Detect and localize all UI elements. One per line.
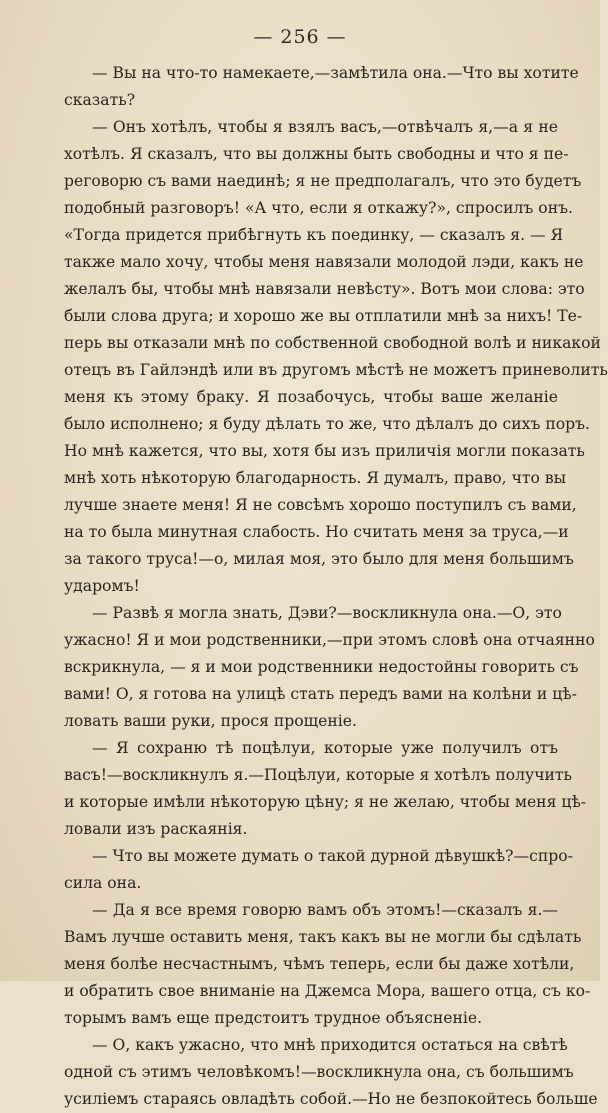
text-line: — О, какъ ужасно, что мнѣ приходится остаться на свѣтѣ (92, 1036, 568, 1054)
text-line: хотѣлъ. Я сказалъ, что вы должны быть свободны и что я пе- (64, 145, 569, 163)
text-line: ужасно! Я и мои родственники,—при этомъ словѣ она отчаянно (64, 631, 595, 649)
text-line: васъ!—воскликнулъ я.—Поцѣлуи, которые я хотѣлъ получить (64, 766, 573, 784)
text-line: и которые имѣли нѣкоторую цѣну; я не желаю, чтобы меня цѣ- (64, 793, 587, 811)
text-line: усиліемъ стараясь овладѣть собой.—Но не безпокойтесь больше (64, 1090, 598, 1108)
text-line: лучше знаете меня! Я не совсѣмъ хорошо поступилъ съ вами, (64, 496, 577, 514)
text-line: Но мнѣ кажется, что вы, хотя бы изъ приличія могли показать (64, 442, 585, 460)
text-line: — Развѣ я могла знать, Дэви?—воскликнула она.—О, это (92, 604, 562, 622)
body-text (64, 60, 608, 1113)
text-line: ловать ваши руки, прося прощеніе. (64, 712, 357, 730)
text-line: реговорю съ вами наединѣ; я не предполагалъ, что это будетъ (64, 172, 582, 190)
text-line: — Вы на что-то намекаете,—замѣтила она.—Что вы хотите (92, 64, 579, 82)
text-line: за такого труса!—о, милая моя, это было для меня большимъ (64, 550, 574, 568)
text-line: и обратить свое вниманіе на Джемса Мора, вашего отца, съ ко- (64, 982, 591, 1000)
text-line: торымъ вамъ еще предстоитъ трудное объясненіе. (64, 1009, 483, 1027)
text-line: желалъ бы, чтобы мнѣ навязали невѣсту». Вотъ мои слова: это (64, 280, 585, 298)
page-number: — 256 — (253, 26, 347, 48)
text-line: меня къ этому браку. Я позабочусь, чтобы ваше желаніе (64, 388, 558, 406)
text-line: на то была минутная слабость. Но считать меня за труса,—и (64, 523, 569, 541)
text-line: — Что вы можете думать о такой дурной дѣвушкѣ?—спро- (92, 847, 573, 865)
text-line: — Да я все время говорю вамъ объ этомъ!—сказалъ я.— (92, 901, 558, 919)
text-line: подобный разговоръ! «А что, если я откажу?», спросилъ онъ. (64, 199, 573, 217)
text-line: были слова друга; и хорошо же вы отплатили мнѣ за нихъ! Те- (64, 307, 583, 325)
text-line: меня болѣе несчастнымъ, чѣмъ теперь, если бы даже хотѣли, (64, 955, 575, 973)
text-line: вами! О, я готова на улицѣ стать передъ вами на колѣни и цѣ- (64, 685, 577, 703)
text-line: перь вы отказали мнѣ по собственной свободной волѣ и никакой (64, 334, 601, 352)
text-line: «Тогда придется прибѣгнуть къ поединку, — сказалъ я. — Я (64, 226, 564, 244)
text-line: — Онъ хотѣлъ, чтобы я взялъ васъ,—отвѣчалъ я,—а я не (92, 118, 558, 136)
text-line: также мало хочу, чтобы меня навязали молодой лэди, какъ не (64, 253, 584, 271)
text-line: — Я сохраню тѣ поцѣлуи, которые уже получилъ отъ (92, 739, 558, 757)
text-line: сказать? (64, 91, 136, 109)
text-line: ударомъ! (64, 577, 140, 595)
text-line: ловали изъ раскаянія. (64, 820, 248, 838)
text-line: мнѣ хоть нѣкоторую благодарность. Я думалъ, право, что вы (64, 469, 567, 487)
text-line: сила она. (64, 874, 142, 892)
text-line: было исполнено; я буду дѣлать то же, что дѣлалъ до сихъ поръ. (64, 415, 590, 433)
text-line: отецъ въ Гайлэндѣ или въ другомъ мѣстѣ не можетъ приневолить (64, 361, 608, 379)
text-line: вскрикнула, — я и мои родственники недостойны говорить съ (64, 658, 579, 676)
text-line: Вамъ лучше оставить меня, такъ какъ вы не могли бы сдѣлать (64, 928, 582, 946)
text-line: одной съ этимъ человѣкомъ!—воскликнула она, съ большимъ (64, 1063, 574, 1081)
